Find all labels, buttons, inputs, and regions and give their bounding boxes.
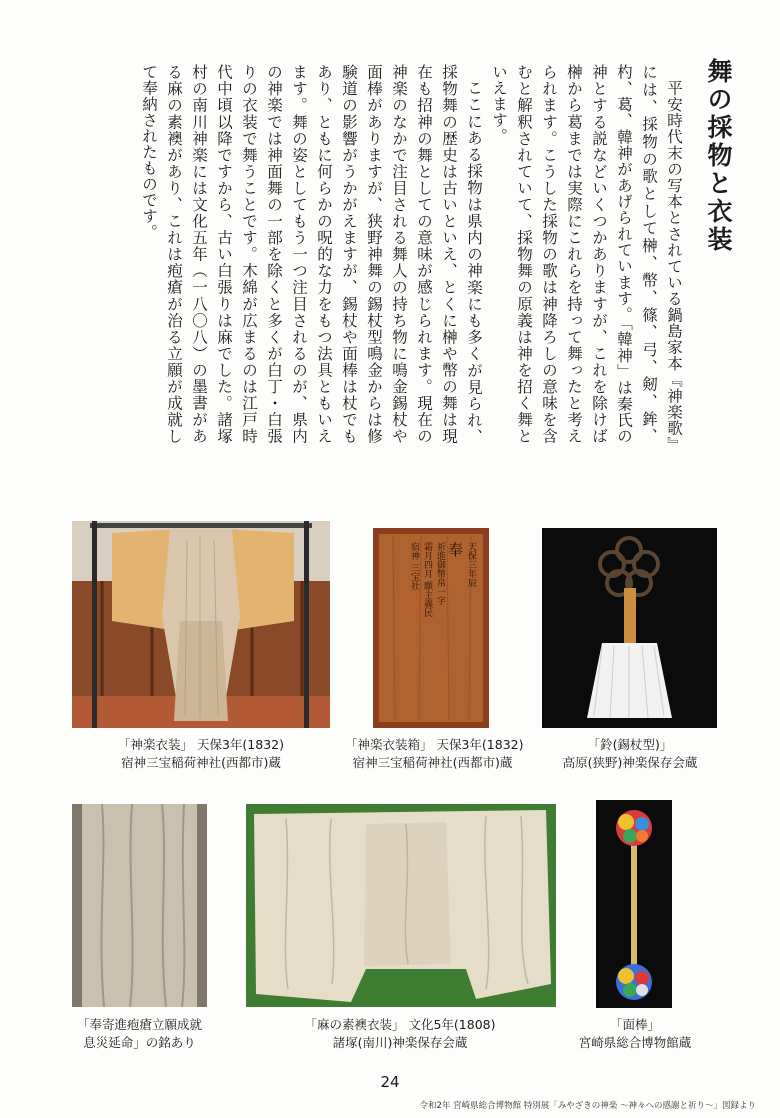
photo-costume-box bbox=[373, 528, 489, 728]
box-inscription bbox=[387, 542, 477, 717]
caption-kagura-costume bbox=[72, 736, 330, 772]
photo-menbou-staff bbox=[596, 800, 672, 1008]
body-text bbox=[126, 64, 686, 444]
photo-hemp-costume bbox=[246, 804, 556, 1007]
caption-line-2: 宿神三宝稲荷神社(西都市)蔵 bbox=[352, 755, 513, 770]
caption-line-1: 「奉寄進疱瘡立願成就 bbox=[76, 1017, 202, 1032]
caption-hemp-costume bbox=[300, 1016, 500, 1052]
photo-cloth-closeup bbox=[72, 804, 207, 1007]
photo-kagura-costume bbox=[72, 521, 330, 728]
caption-costume-box bbox=[345, 736, 524, 772]
caption-line-1: 「神楽衣装」 天保3年(1832) bbox=[118, 737, 284, 752]
paragraph-1: 平安時代末の写本とされている鍋島家本『神楽歌』には、採物の歌として榊、幣、篠、弓、剱、鉾、杓、葛、韓神があげられています。「韓神」は秦氏の神とする説などいくつかありますが、これを除けば榊から葛までは実際にこれらを持って舞ったと考えられます。こうした採物の歌は神降ろしの意味を含むと解釈されていて、採物舞の原義は神を招く舞といえます。 bbox=[490, 64, 683, 444]
footer-credit: 令和2年 宮崎県総合博物館 特別展「みやざきの神楽 ～神々への感謝と祈り～」図録より bbox=[419, 1101, 756, 1111]
inscription-line-2: 奉 bbox=[446, 542, 464, 557]
paragraph-2: ここにある採物は県内の神楽にも多くが見られ、採物舞の歴史は古いといえ、とくに榊や幣の舞は現在も招神の舞としての意味が感じられます。現在の神楽のなかで注目される舞人の持ち物に鳴金錫杖や面棒がありますが、狭野神舞の錫杖型鳴金からは修験道の影響がうかがえますが、錫杖や面棒は杖でもあり、ともに何らかの呪的な力をもつ法具ともいえます。舞の姿としてもう一つ注目されるのが、県内の神楽では神面舞の一部を除くと多くが白丁・白張りの衣装で舞うことです。木綿が広まるのは江戸時代中頃以降ですから、古い白張りは麻でした。諸塚村の南川神楽には文化五年（一八〇八）の墨書がある麻の素襖があり、これは疱瘡が治る立願が成就して奉納されたものです。 bbox=[140, 64, 483, 444]
photo-bell-staff bbox=[542, 528, 717, 728]
caption-line-2: 諸塚(南川)神楽保存会蔵 bbox=[332, 1035, 468, 1050]
page-number: 24 bbox=[380, 1073, 400, 1091]
caption-line-1: 「麻の素襖衣装」 文化5年(1808) bbox=[304, 1017, 496, 1032]
caption-line-1: 「面棒」 bbox=[609, 1017, 660, 1032]
inscription-line-4: 霜月四月 願主義民 bbox=[422, 542, 432, 617]
caption-line-1: 「神楽衣装箱」 天保3年(1832) bbox=[345, 737, 524, 752]
inscription-line-1: 天保三年辰 bbox=[466, 542, 476, 587]
caption-cloth-closeup bbox=[62, 1016, 217, 1052]
inscription-line-3: 祈進御幣帛一字 bbox=[435, 542, 445, 605]
caption-line-2: 宿神三宝稲荷神社(西都市)蔵 bbox=[121, 755, 281, 770]
caption-menbou-staff bbox=[560, 1016, 710, 1052]
caption-line-2: 宮崎県総合博物館蔵 bbox=[578, 1035, 692, 1050]
caption-line-1: 「鈴(錫杖型)」 bbox=[587, 737, 673, 752]
page-title: 舞の採物と衣装 bbox=[704, 58, 733, 254]
caption-bell-staff bbox=[540, 736, 720, 772]
inscription-line-5: 宿神 三宝社 bbox=[409, 542, 419, 590]
caption-line-2: 息災延命」の銘あり bbox=[83, 1035, 196, 1050]
caption-line-2: 高原(狭野)神楽保存会蔵 bbox=[562, 755, 698, 770]
